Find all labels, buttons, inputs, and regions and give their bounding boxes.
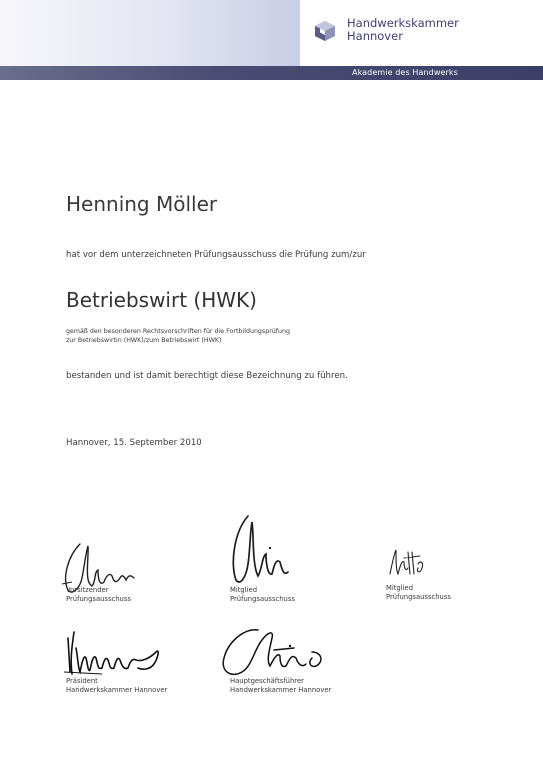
header-band <box>0 66 543 80</box>
degree-title: Betriebswirt (HWK) <box>66 288 257 312</box>
intro-text: hat vor dem unterzeichneten Prüfungsausschuss die Prüfung zum/zur <box>66 250 366 260</box>
organization-name <box>347 17 459 43</box>
signature-member-2 <box>386 546 426 578</box>
signature-managing-director <box>218 622 330 682</box>
signature-label-member-2: Mitglied Prüfungsausschuss <box>386 584 451 601</box>
signature-label-managing-director: Hauptgeschäftsführer Handwerkskammer Hannover <box>230 677 332 694</box>
hwk-logo-icon <box>314 20 336 42</box>
organization-line-1: Handwerkskammer <box>347 16 459 30</box>
legal-basis-line-1: gemäß den besonderen Rechtsvorschriften für die Fortbildungsprüfung <box>66 328 290 335</box>
academy-label: Akademie des Handwerks <box>352 68 458 77</box>
signature-label-chairman: Vorsitzender Prüfungsausschuss <box>66 586 131 603</box>
place-and-date: Hannover, 15. September 2010 <box>66 438 202 448</box>
organization-line-2: Hannover <box>347 29 403 43</box>
legal-basis-line-2: zur Betriebswirtin (HWK)/zum Betriebswirt (HWK) <box>66 336 222 344</box>
signature-member-1 <box>226 512 296 588</box>
result-text: bestanden und ist damit berechtigt diese Bezeichnung zu führen. <box>66 371 348 381</box>
header-gradient-panel <box>0 0 300 66</box>
signature-label-member-1: Mitglied Prüfungsausschuss <box>230 586 295 603</box>
legal-basis <box>66 328 290 345</box>
signature-label-president: Präsident Handwerkskammer Hannover <box>66 677 168 694</box>
signature-president <box>62 628 166 680</box>
recipient-name: Henning Möller <box>66 192 218 216</box>
